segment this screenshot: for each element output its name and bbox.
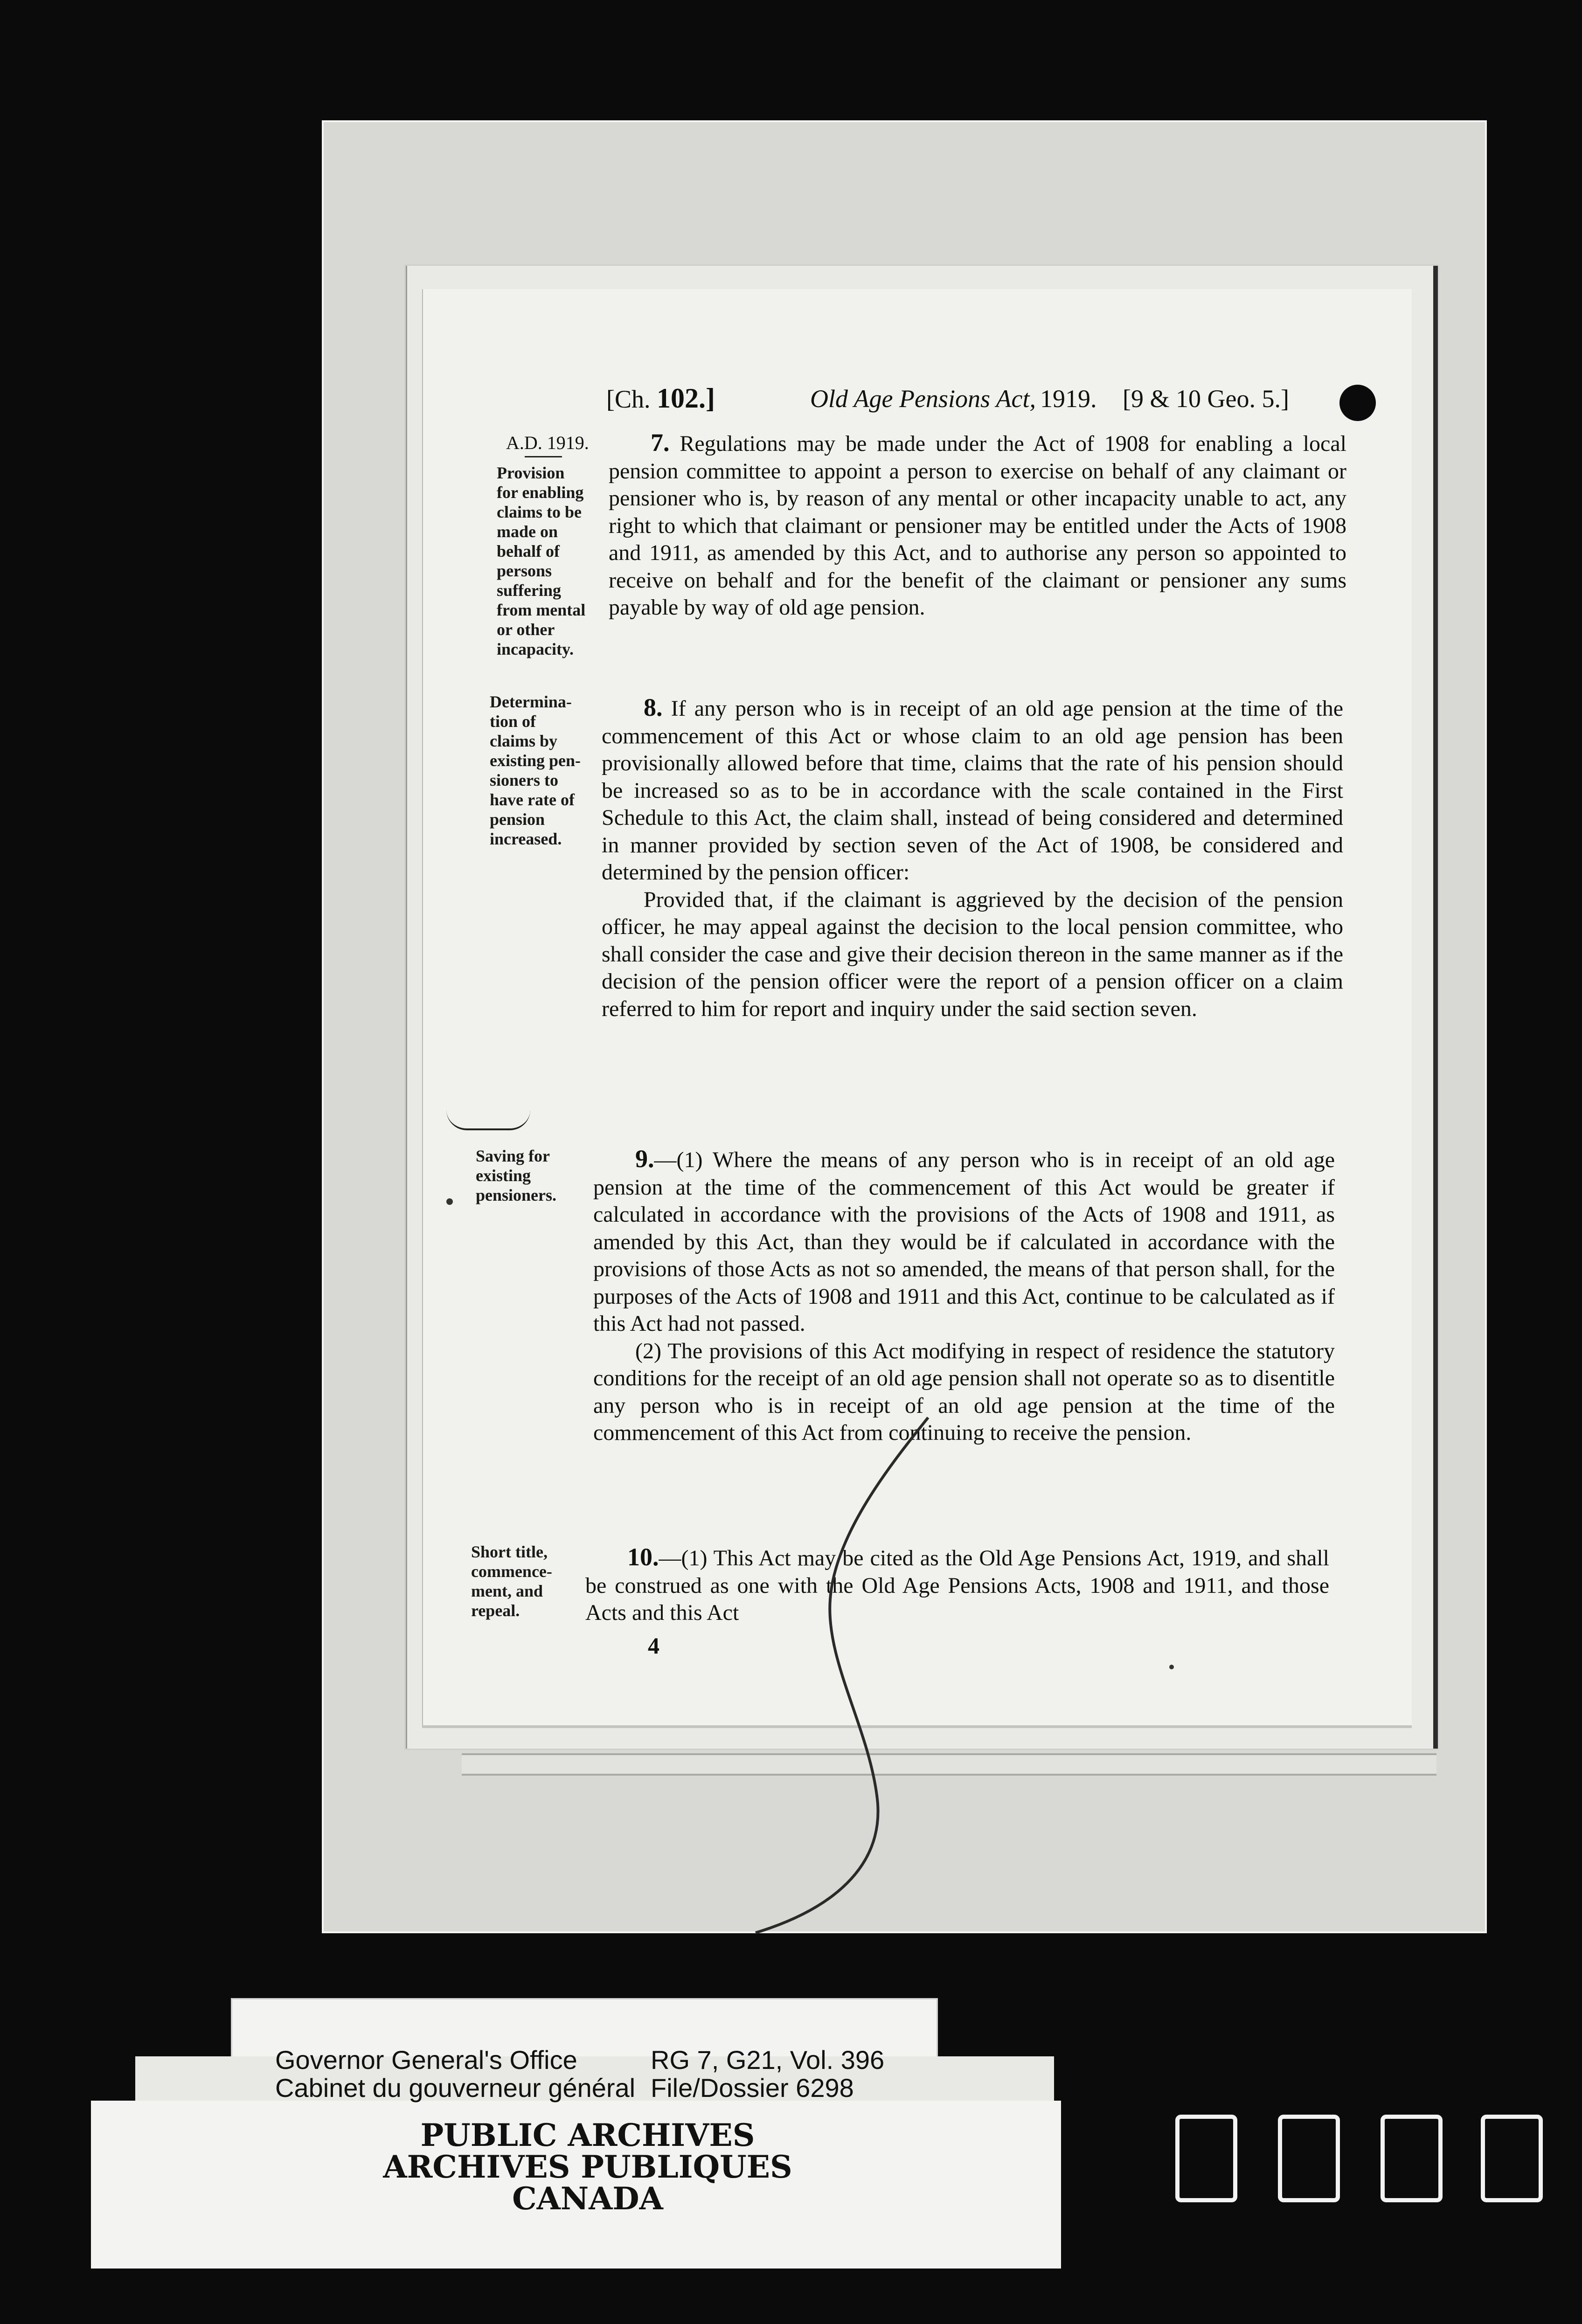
regnal-year: [9 & 10 Geo. 5.] <box>1123 385 1289 413</box>
subsection-2: (2) The provisions of this Act modifying in respect of residence the statutory conditions for the receipt of an old age pension shall not operate so as to disentitle any person who is in receipt of an old age pension at the time of the commencement of this Act from continuing to receive the pension. <box>593 1338 1335 1445</box>
section-number: 7. <box>651 429 670 456</box>
frame-counter-digit <box>1481 2115 1543 2202</box>
margin-note-determination: Determina- tion of claims by existing pen- sioners to have rate of pension increased. <box>490 692 581 848</box>
margin-year: A.D. 1919. <box>506 432 589 453</box>
chapter-label: [Ch. 102.] <box>606 383 715 414</box>
section-text: —(1) Where the means of any person who is in receipt of an old age pension at the time of the commencement of this Act would be greater if calculated in accordance with the provisions of the Acts of 1908 and 1911, as amended by this Act, than they would be if calculated in accordance with the provisions of those Acts as not so amended, the means of that person shall, for the purposes of the Acts of 1908 and 1911 and this Act, continue to be calculated as if this Act had not passed. <box>593 1148 1335 1336</box>
record-group-reference: RG 7, G21, Vol. 396 <box>651 2045 885 2075</box>
section-number: 9. <box>635 1145 654 1173</box>
file-number: File/Dossier 6298 <box>651 2073 854 2103</box>
act-title: Old Age Pensions Act, <box>810 385 1036 413</box>
margin-note-short-title: Short title, commence- ment, and repeal. <box>471 1542 552 1620</box>
margin-note-saving: Saving for existing pensioners. <box>476 1147 557 1204</box>
section-text: If any person who is in receipt of an old age pension at the time of the commencement of this Act or whose claim to an old age pension has been provisionally allowed before that time, claims that the rate of his pension should be increased so as to be in accordance with the scale contained in the First Schedule to this Act, the claim shall, instead of being considered and determined in manner provided by section seven of the Act of 1908, be considered and determined by the pension officer: <box>602 696 1343 885</box>
proviso: Provided that, if the claimant is aggrieved by the decision of the pension officer, he may appeal against the decision to the local pension committee, who shall consider the case and give their decision thereon in the same manner as if the decision of the pension officer were the report of a pension officer on a claim referred to him for report and inquiry under the said section seven. <box>602 887 1343 1021</box>
section-number: 10. <box>627 1543 659 1571</box>
office-french: Cabinet du gouverneur général <box>275 2073 636 2103</box>
act-year: 1919. <box>1040 385 1097 413</box>
stamp-line-1: PUBLIC ARCHIVES <box>420 2117 755 2153</box>
frame-counter-digit <box>1278 2115 1340 2202</box>
section-number: 8. <box>644 693 663 721</box>
archives-stamp <box>354 2117 821 2217</box>
page-number: 4 <box>648 1632 659 1659</box>
section-text: Regulations may be made under the Act of 1908 for enabling a local pension committee to appoint a person to exercise on behalf of any claimant or pensioner who is, by reason of any mental or other incapacity unable to act, any right to which that claimant or pensioner may be entitled under the Acts of 1908 and 1911, as amended by this Act, and to authorise any person so appointed to receive on behalf and for the benefit of the claimant or pensioner any sums payable by way of old age pension. <box>609 431 1346 620</box>
frame-counter-digit <box>1381 2115 1443 2202</box>
margin-note-provision: Provision for enabling claims to be made on behalf of persons suffering from mental or other incapacity. <box>497 463 586 658</box>
office-english: Governor General's Office <box>275 2045 577 2075</box>
stamp-line-3: CANADA <box>512 2180 663 2217</box>
frame-counter-digit <box>1175 2115 1237 2202</box>
stamp-line-2: ARCHIVES PUBLIQUES <box>383 2149 792 2185</box>
section-text: —(1) This Act may be cited as the Old Age Pensions Act, 1919, and shall be construed as one with the Old Age Pensions Acts, 1908 and 1911, and those Acts and this Act <box>585 1546 1329 1625</box>
